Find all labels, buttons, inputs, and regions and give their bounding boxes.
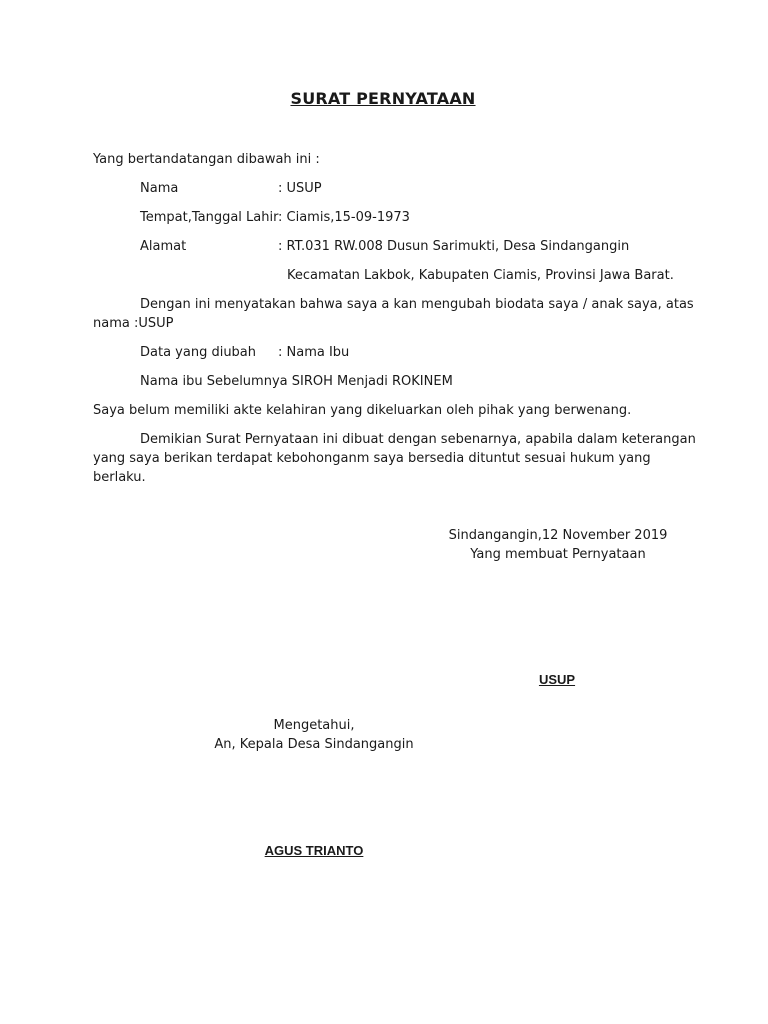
statement-line-1: Dengan ini menyatakan bahwa saya a kan mengubah biodata saya / anak saya, atas [140, 297, 694, 312]
closing-line-2: yang saya berikan terdapat kebohonganm saya bersedia dituntut sesuai hukum yang [93, 451, 651, 466]
alamat-value-2: Kecamatan Lakbok, Kabupaten Ciamis, Provinsi Jawa Barat. [287, 268, 674, 283]
acknowledge-role: An, Kepala Desa Sindangangin [214, 737, 414, 752]
data-diubah-label: Data yang diubah [140, 345, 257, 360]
ttl-value: : Ciamis,15-09-1973 [278, 210, 410, 225]
ttl-label: Tempat,Tanggal Lahir [140, 210, 279, 225]
intro-line: Yang bertandatangan dibawah ini : [93, 152, 320, 167]
nama-value: : USUP [278, 181, 322, 196]
acknowledge-label: Mengetahui, [273, 718, 355, 733]
closing-line-1: Demikian Surat Pernyataan ini dibuat dengan sebenarnya, apabila dalam keterangan [140, 432, 696, 447]
acknowledge-name: AGUS TRIANTO [264, 843, 364, 858]
statement-line-2: nama :USUP [93, 316, 174, 331]
closing-line-3: berlaku. [93, 470, 146, 485]
alamat-label: Alamat [140, 239, 187, 254]
document-title: SURAT PERNYATAAN [290, 89, 476, 108]
place-date: Sindangangin,12 November 2019 [448, 528, 668, 543]
maker-name: USUP [538, 672, 576, 687]
nama-label: Nama [140, 181, 179, 196]
maker-label: Yang membuat Pernyataan [470, 547, 646, 562]
alamat-value-1: : RT.031 RW.008 Dusun Sarimukti, Desa Sindangangin [278, 239, 630, 254]
data-diubah-value: : Nama Ibu [278, 345, 350, 360]
akte-line: Saya belum memiliki akte kelahiran yang dikeluarkan oleh pihak yang berwenang. [93, 403, 632, 418]
change-line: Nama ibu Sebelumnya SIROH Menjadi ROKINEM [140, 374, 453, 389]
